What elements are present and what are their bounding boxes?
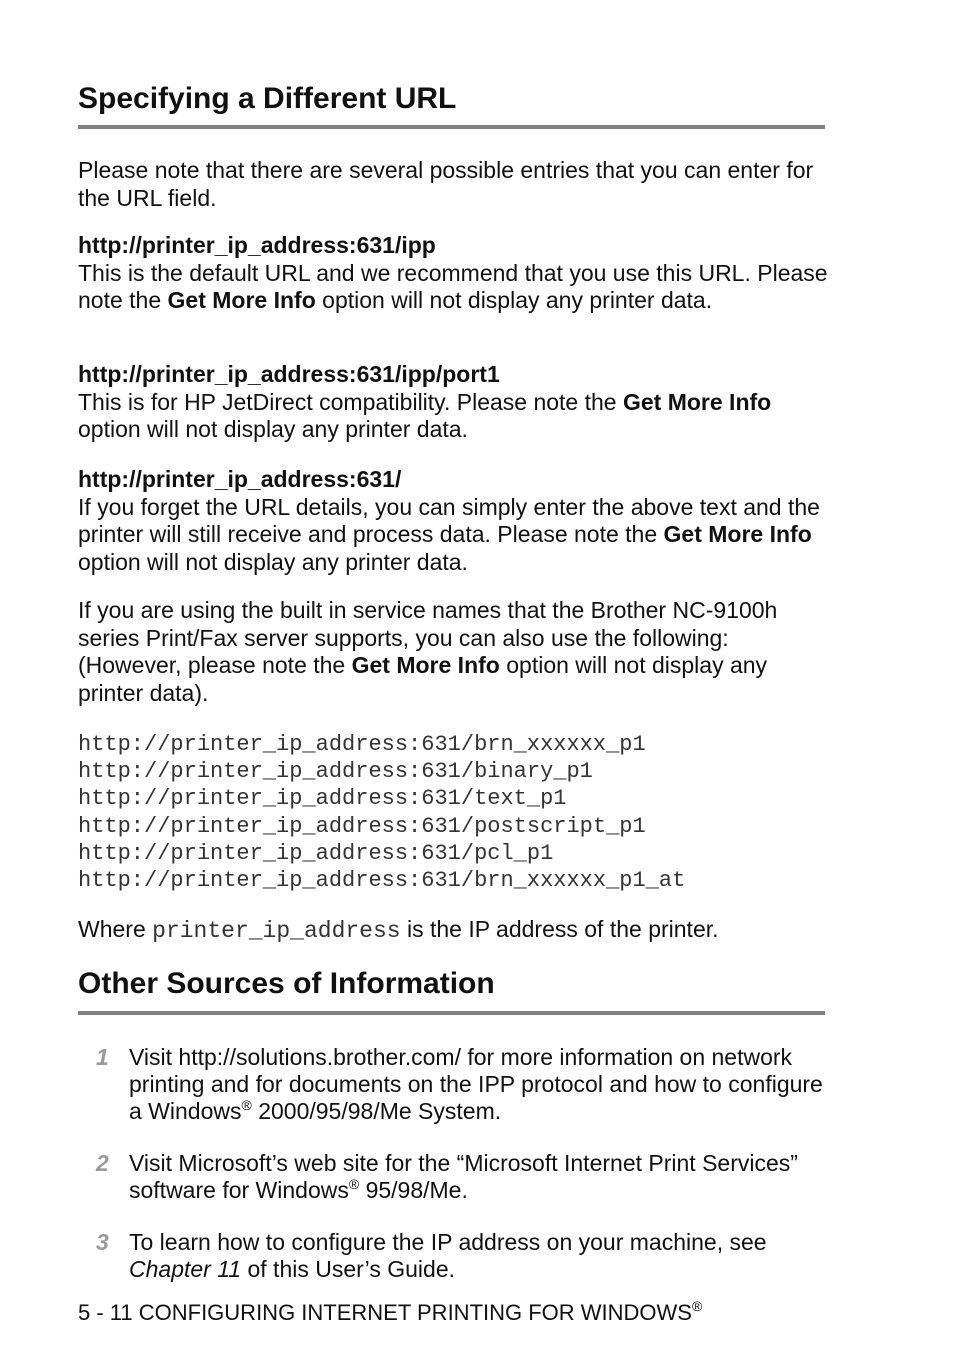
step-text-part: 95/98/Me. <box>359 1177 468 1203</box>
step-text-part: Visit http://solutions.brother.com/ for more information on network printing and for documents on the IPP protocol and how to configure a Windows <box>129 1044 823 1124</box>
service-url-line: http://printer_ip_address:631/text_p1 <box>78 786 567 812</box>
where-text: is the IP address of the printer. <box>400 916 719 942</box>
section-title-other-sources: Other Sources of Information <box>78 967 495 1000</box>
registered-mark: ® <box>241 1097 252 1113</box>
printer-ip-address-code: printer_ip_address <box>152 918 401 944</box>
entry-text: option will not display any printer data. <box>78 416 468 442</box>
service-url-line: http://printer_ip_address:631/brn_xxxxxx_p1 <box>78 732 646 757</box>
url-heading: http://printer_ip_address:631/ipp <box>78 232 436 258</box>
step-number: 3 <box>96 1229 109 1255</box>
url-entry-root <box>78 466 828 576</box>
where-text: Where <box>78 916 153 942</box>
entry-text: This is for HP JetDirect compatibility. Please note the <box>78 388 623 415</box>
step-text-part: Visit Microsoft’s web site for the “Microsoft Internet Print Services” software for Windows <box>129 1150 798 1203</box>
service-url-line: http://printer_ip_address:631/pcl_p1 <box>78 840 554 866</box>
registered-mark: ® <box>348 1176 360 1192</box>
where-paragraph <box>78 916 828 946</box>
page-footer <box>78 1300 702 1326</box>
intro-paragraph: Please note that there are several possible entries that you can enter for the URL field. <box>78 157 814 211</box>
chapter-reference: Chapter 11 <box>129 1256 242 1282</box>
section-title-specifying-url: Specifying a Different URL <box>78 82 457 115</box>
step-text <box>129 1150 829 1204</box>
service-names-paragraph <box>78 597 828 707</box>
url-heading: http://printer_ip_address:631/ <box>78 466 402 492</box>
get-more-info-label: Get More Info <box>351 652 500 678</box>
section-rule <box>78 125 825 129</box>
section-rule <box>78 1011 825 1015</box>
service-text: If you are using the built in service names that the Brother NC-9100h series Print/Fax server supports, you can also use the following: (However, please note the <box>78 597 778 678</box>
service-url-line: http://printer_ip_address:631/brn_xxxxxx_p1_at <box>78 868 686 894</box>
step-number: 1 <box>96 1044 109 1070</box>
url-heading: http://printer_ip_address:631/ipp/port1 <box>78 361 500 387</box>
step-number: 2 <box>96 1150 109 1176</box>
step-text-part: of this User’s Guide. <box>241 1256 456 1282</box>
service-url-list <box>78 731 685 894</box>
entry-text: This is the default URL and we recommend that you use this URL. Please note the <box>78 259 828 313</box>
registered-mark: ® <box>691 1298 703 1314</box>
url-entry-ipp <box>78 232 828 315</box>
step-text <box>129 1044 829 1125</box>
step-text <box>129 1229 829 1283</box>
service-url-line: http://printer_ip_address:631/postscript_p1 <box>78 813 646 839</box>
url-entry-ipp-port1 <box>78 361 828 444</box>
footer-text: 5 - 11 CONFIGURING INTERNET PRINTING FOR WINDOWS <box>78 1300 692 1325</box>
entry-text: option will not display any printer data. <box>315 287 713 313</box>
entry-text: option will not display any printer data. <box>78 548 468 575</box>
get-more-info-label: Get More Info <box>663 521 812 547</box>
step-text-part: To learn how to configure the IP address on your machine, see <box>129 1229 767 1255</box>
service-url-line: http://printer_ip_address:631/binary_p1 <box>78 759 593 785</box>
get-more-info-label: Get More Info <box>167 287 316 313</box>
service-text: option will not display any printer data). <box>78 652 768 706</box>
entry-text: If you forget the URL details, you can simply enter the above text and the printer will still receive and process data. Please note the <box>78 493 820 547</box>
get-more-info-label: Get More Info <box>622 388 772 415</box>
step-text-part: 2000/95/98/Me System. <box>251 1098 502 1124</box>
